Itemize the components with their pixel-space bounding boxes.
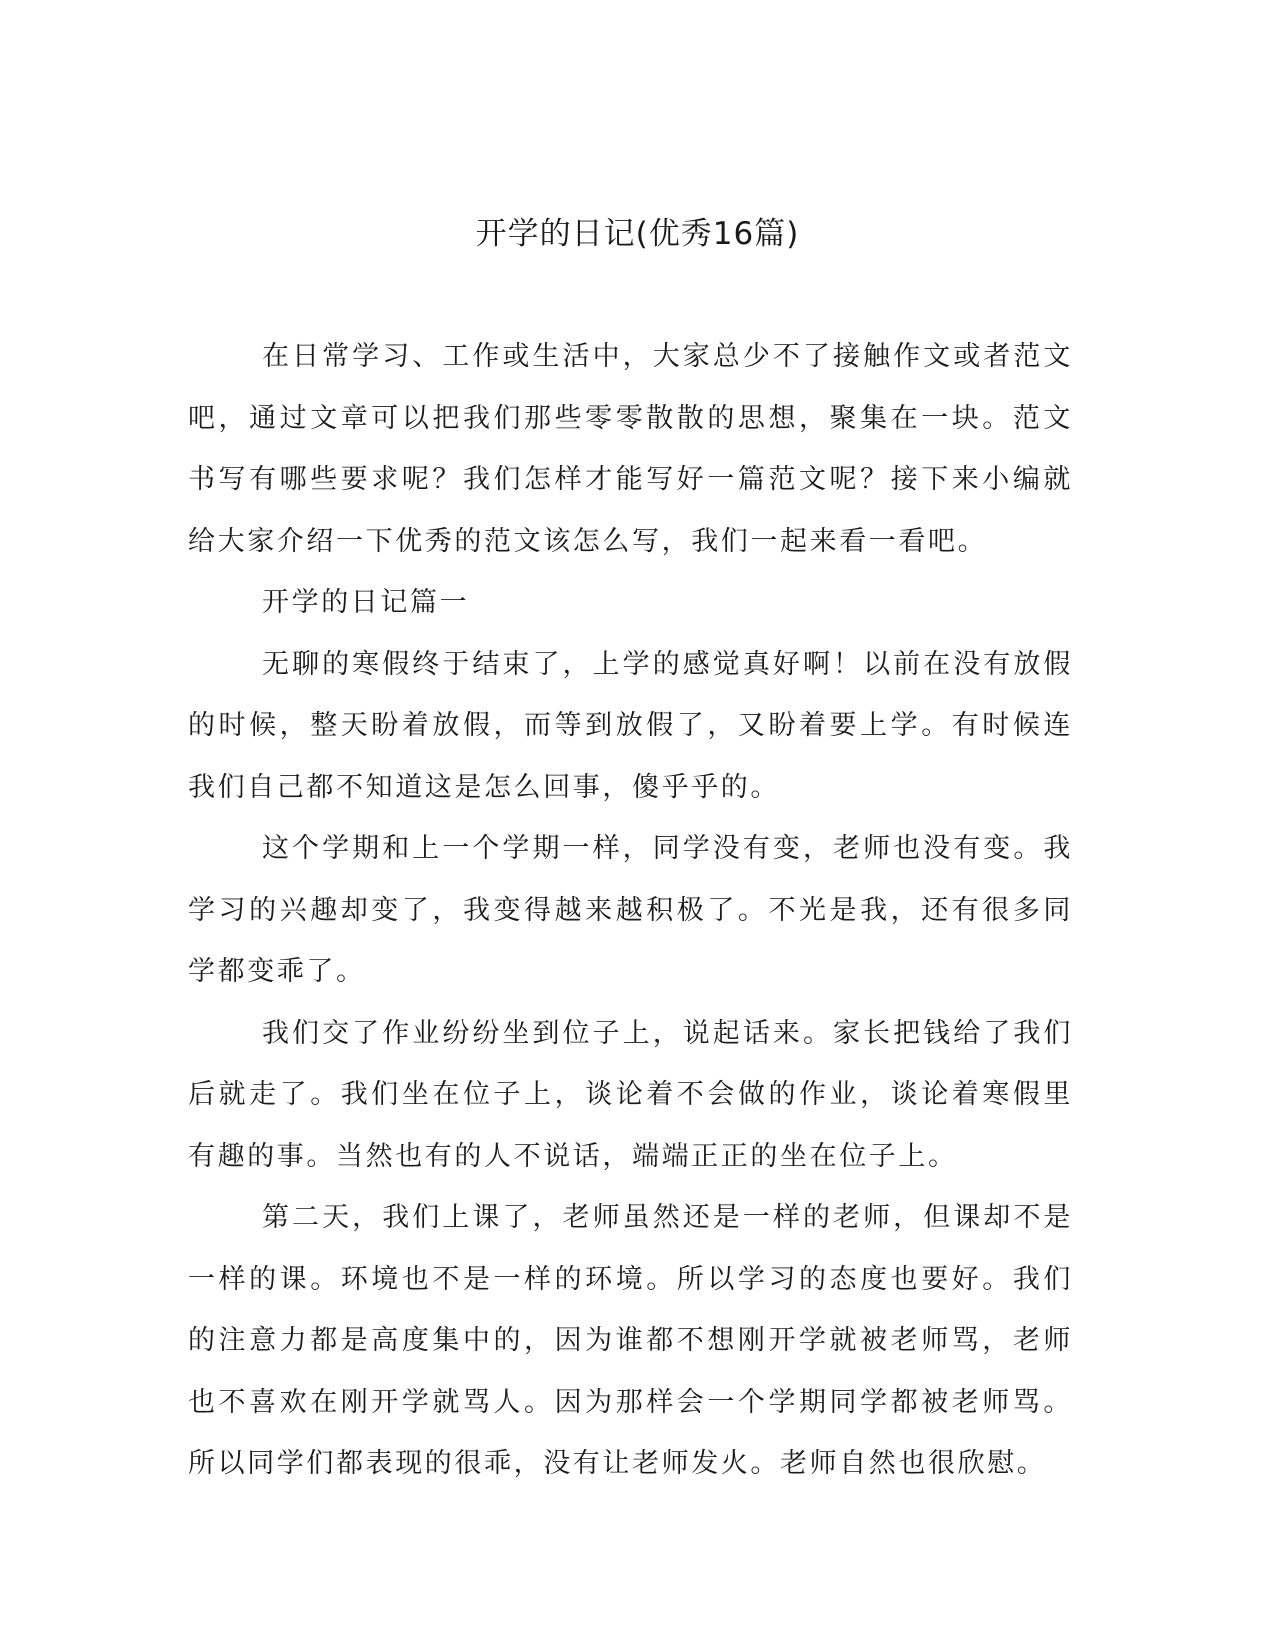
body-paragraph: 第二天，我们上课了，老师虽然还是一样的老师，但课却不是一样的课。环境也不是一样的环境。所以学习的态度也要好。我们的注意力都是高度集中的，因为谁都不想刚开学就被老师骂，老师也不喜欢在刚开学就骂人。因为那样会一个学期同学都被老师骂。所以同学们都表现的很乖，没有让老师发火。老师自然也很欣慰。 xyxy=(188,1202,1073,1479)
body-paragraph: 我们交了作业纷纷坐到位子上，说起话来。家长把钱给了我们后就走了。我们坐在位子上，谈论着不会做的作业，谈论着寒假里有趣的事。当然也有的人不说话，端端正正的坐在位子上。 xyxy=(188,1017,1073,1172)
intro-paragraph: 在日常学习、工作或生活中，大家总少不了接触作文或者范文吧，通过文章可以把我们那些零零散散的思想，聚集在一块。范文书写有哪些要求呢？我们怎样才能写好一篇范文呢？接下来小编就给大家介绍一下优秀的范文该怎么写，我们一起来看一看吧。 xyxy=(188,341,1073,557)
document-title: 开学的日记(优秀16篇) xyxy=(475,216,800,252)
section-heading: 开学的日记篇一 xyxy=(262,587,470,618)
body-paragraph: 这个学期和上一个学期一样，同学没有变，老师也没有变。我学习的兴趣却变了，我变得越来越积极了。不光是我，还有很多同学都变乖了。 xyxy=(188,833,1073,987)
body-paragraph: 无聊的寒假终于结束了，上学的感觉真好啊！以前在没有放假的时候，整天盼着放假，而等到放假了，又盼着要上学。有时候连我们自己都不知道这是怎么回事，傻乎乎的。 xyxy=(188,648,1073,803)
document-body xyxy=(188,326,1073,1495)
